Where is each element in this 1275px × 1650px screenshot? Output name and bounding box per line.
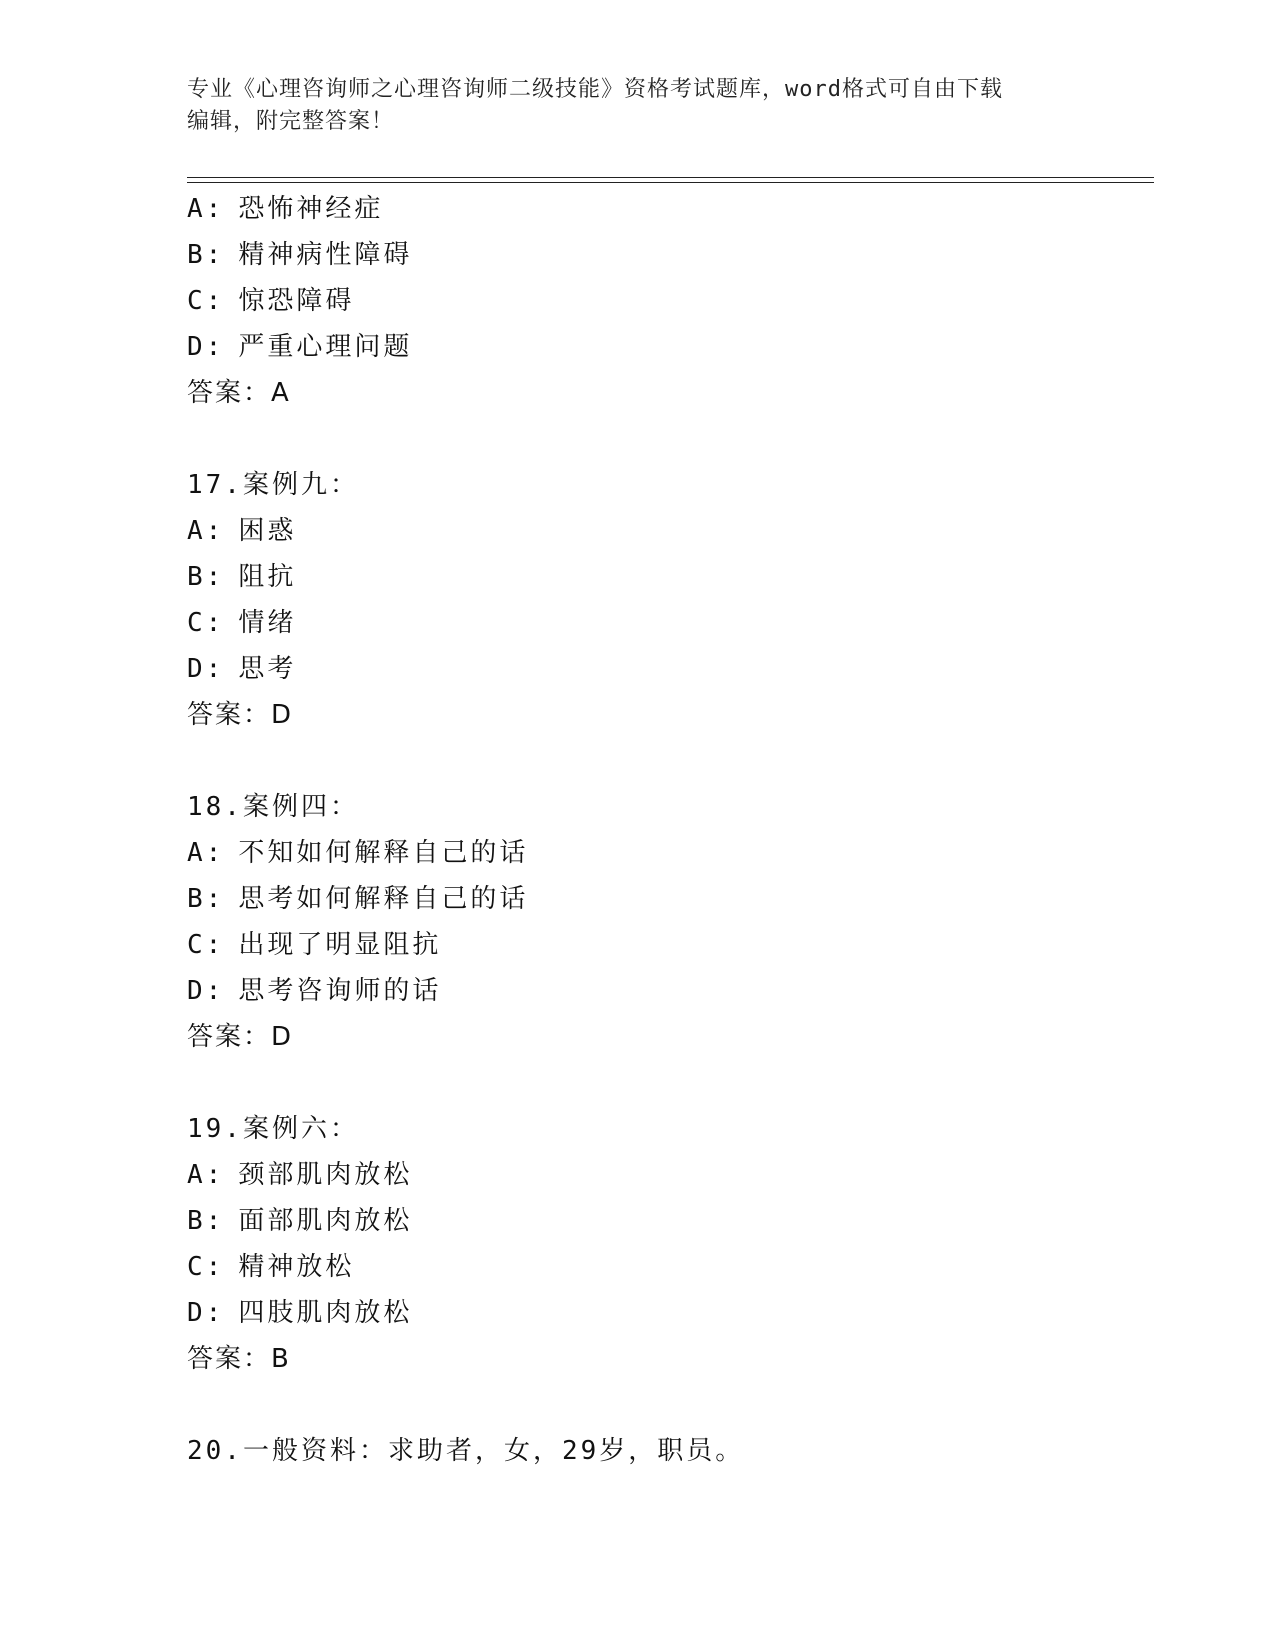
question-17 <box>187 462 1147 738</box>
spacer <box>187 1060 1147 1106</box>
question-list <box>187 186 1147 1474</box>
spacer <box>187 1382 1147 1428</box>
question-title: 18.案例四： <box>187 792 359 822</box>
option-a: A: 恐怖神经症 <box>187 194 384 224</box>
spacer <box>187 738 1147 784</box>
option-d: D: 思考咨询师的话 <box>187 976 442 1006</box>
question-title: 17.案例九： <box>187 470 359 500</box>
question-title: 20.一般资料：求助者，女，29岁，职员。 <box>187 1436 745 1466</box>
question-16 <box>187 186 1147 416</box>
option-c: C: 惊恐障碍 <box>187 286 355 316</box>
option-a: A: 不知如何解释自己的话 <box>187 838 529 868</box>
spacer <box>187 416 1147 462</box>
option-d: D: 严重心理问题 <box>187 332 413 362</box>
option-a: A: 困惑 <box>187 516 297 546</box>
header-divider-top <box>187 177 1154 178</box>
header-line-2: 编辑，附完整答案！ <box>187 109 395 134</box>
option-c: C: 出现了明显阻抗 <box>187 930 442 960</box>
question-19 <box>187 1106 1147 1382</box>
option-b: B: 阻抗 <box>187 562 297 592</box>
answer: 答案：B <box>187 1344 291 1374</box>
option-a: A: 颈部肌肉放松 <box>187 1160 413 1190</box>
option-d: D: 思考 <box>187 654 297 684</box>
document-header <box>187 74 1087 138</box>
question-18 <box>187 784 1147 1060</box>
header-line-1: 专业《心理咨询师之心理咨询师二级技能》资格考试题库，word格式可自由下载 <box>187 77 1003 102</box>
option-b: B: 面部肌肉放松 <box>187 1206 413 1236</box>
question-20 <box>187 1428 1147 1474</box>
option-c: C: 情绪 <box>187 608 297 638</box>
question-title: 19.案例六： <box>187 1114 359 1144</box>
option-b: B: 精神病性障碍 <box>187 240 413 270</box>
answer: 答案：A <box>187 378 291 408</box>
option-c: C: 精神放松 <box>187 1252 355 1282</box>
header-divider-bottom <box>187 182 1154 183</box>
answer: 答案：D <box>187 700 294 730</box>
option-b: B: 思考如何解释自己的话 <box>187 884 529 914</box>
option-d: D: 四肢肌肉放松 <box>187 1298 413 1328</box>
answer: 答案：D <box>187 1022 294 1052</box>
